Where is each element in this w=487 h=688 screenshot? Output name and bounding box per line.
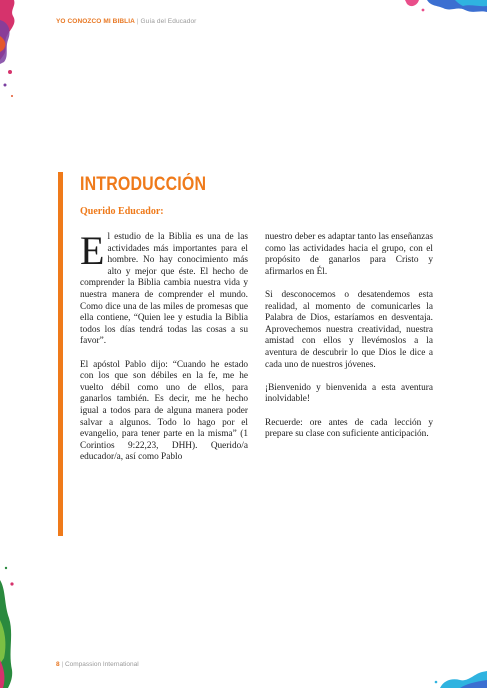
paint-splash-top-left [0, 0, 30, 110]
guide-title: Guía del Educador [140, 18, 197, 25]
reminder-paragraph: Recuerde: ore antes de cada lección y prepare su clase con suficiente anticipación. [265, 417, 433, 440]
left-column [80, 228, 248, 475]
organization-name: Compassion International [64, 661, 139, 668]
adapt-paragraph: nuestro deber es adaptar tanto las enseñanzas como las actividades hacia el grupo, con el propósito de ganarlos para Cristo y afirmarlos en Él. [265, 232, 433, 277]
page-footer [56, 661, 139, 668]
paint-splash-top-right [405, 0, 487, 20]
accent-bar [58, 172, 63, 536]
drop-cap: E [80, 228, 105, 273]
paint-splash-bottom-left [0, 560, 24, 688]
series-title: YO CONOZCO MI BIBLIA [56, 18, 135, 25]
paint-splash-bottom-right [430, 666, 487, 688]
paul-quote-paragraph: El apóstol Pablo dijo: “Cuando he estado con los que son débiles en la fe, me he vuelto débil como uno de ellos, para ganarlos también. Es decir, me he hecho igual a todos para de alguna manera poder salvar a algunos. Todo lo hago por el evangelio, para tener parte en la misma” (1 Corintios 9:22,23, DHH). Querido/a educador/a, así como Pablo [80, 359, 248, 463]
welcome-paragraph: ¡Bienvenido y bienvenida a esta aventura inolvidable! [265, 382, 433, 405]
intro-paragraph-text: l estudio de la Biblia es una de las actividades más importantes para el hombre. No hay conocimiento más alto y mejor que éste. El hecho de comprender la Biblia cambia nuestra vida y nuestra manera de comprender el mundo. Como dice una de las miles de promesas que ella contiene, “Quien lee y estudia la Biblia todos los días tendrá todas las cosas a su favor”. [80, 232, 248, 347]
footer-separator: | [61, 661, 64, 668]
greeting-heading: Querido Educador: [80, 206, 164, 217]
page-number: 8 [56, 661, 60, 668]
right-column [265, 232, 433, 452]
intro-paragraph [80, 228, 248, 348]
running-header [56, 18, 196, 25]
header-separator: | [136, 18, 139, 25]
page-title: INTRODUCCIÓN [80, 174, 207, 195]
creativity-paragraph: Si desconocemos o desatendemos esta realidad, al momento de comunicarles la Palabra de Dios, estaríamos en desventaja. Aprovechemos nuestra creatividad, nuestra amistad con ellos y llevémoslos a la aventura de descubrir lo que Dios le dice a cada uno de nuestros jóvenes. [265, 289, 433, 370]
